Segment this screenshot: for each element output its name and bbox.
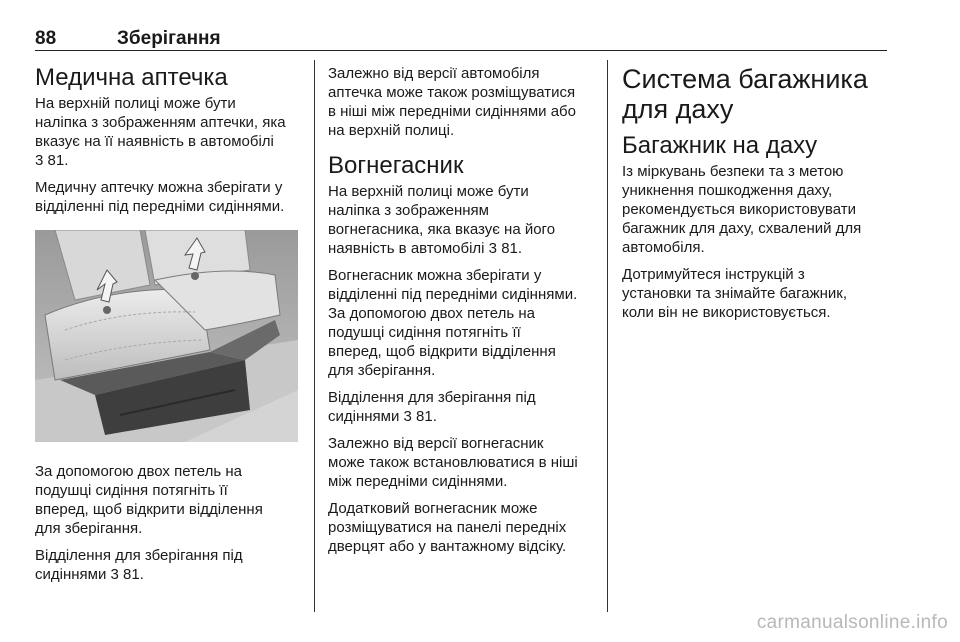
roof-rack-system-heading: Система багажника для даху xyxy=(622,64,868,124)
extinguisher-paragraph-1: На верхній полиці може бути наліпка з зображенням вогнегасника, яка вказує на його наявність в автомобілі 3 81. xyxy=(328,183,556,257)
column-divider xyxy=(607,60,608,612)
column-roof-rack xyxy=(622,64,887,330)
roof-rack-subheading: Багажник на даху xyxy=(622,132,818,159)
extinguisher-heading: Вогнегасник xyxy=(328,152,464,179)
extinguisher-paragraph-2: Вогнегасник можна зберігати у відділенні під передніми сидіннями. За допомогою двох петель на подушці сидіння потягніть її вперед, щоб відкрити відділення для зберігання. xyxy=(328,267,578,379)
extinguisher-paragraph-4: Залежно від версії вогнегасник може також встановлюватися в ніші між передніми сидіннями. xyxy=(328,435,578,490)
page-reference[interactable]: наявність в автомобілі 3 81. xyxy=(328,240,523,257)
first-aid-paragraph-4: Відділення для зберігання під сидіннями 3 81. xyxy=(35,547,243,583)
extinguisher-paragraph-5: Додатковий вогнегасник може розміщуватися на панелі передніх дверцят або у вантажному відсіку. xyxy=(328,500,567,555)
first-aid-paragraph-2: Медичну аптечку можна зберігати у відділенні під передніми сидіннями. xyxy=(35,179,285,215)
page-reference[interactable]: сидіннями 3 81. xyxy=(35,566,144,583)
extinguisher-paragraph-3: Відділення для зберігання під сидіннями 3 81. xyxy=(328,389,536,425)
column-first-aid xyxy=(35,64,300,592)
page-header xyxy=(35,28,887,51)
chapter-title: Зберігання xyxy=(117,28,221,49)
seat-storage-photo xyxy=(35,230,298,442)
watermark: carmanualsonline.info xyxy=(756,612,948,633)
page-number: 88 xyxy=(35,28,57,49)
page-reference[interactable]: 3 81. xyxy=(35,152,69,169)
page-reference[interactable]: сидіннями 3 81. xyxy=(328,408,437,425)
first-aid-heading: Медична аптечка xyxy=(35,64,228,91)
roof-rack-paragraph-2: Дотримуйтеся інструкцій з установки та знімайте багажник, коли він не використовується. xyxy=(622,266,848,321)
column-extinguisher xyxy=(328,64,593,564)
first-aid-paragraph-1: На верхній полиці може бути наліпка з зображенням аптечки, яка вказує на її наявність в автомобілі 3 81. xyxy=(35,95,286,169)
first-aid-paragraph-3: За допомогою двох петель на подушці сидіння потягніть її вперед, щоб відкрити відділення для зберігання. xyxy=(35,463,263,537)
roof-rack-paragraph-1: Із міркувань безпеки та з метою уникнення пошкодження даху, рекомендується використовувати багажник для даху, схвалений для автомобіля. xyxy=(622,163,862,256)
first-aid-paragraph-5: Залежно від версії автомобіля аптечка може також розміщуватися в ніші між передніми сидіннями або на верхній полиці. xyxy=(328,65,576,139)
column-divider xyxy=(314,60,315,612)
